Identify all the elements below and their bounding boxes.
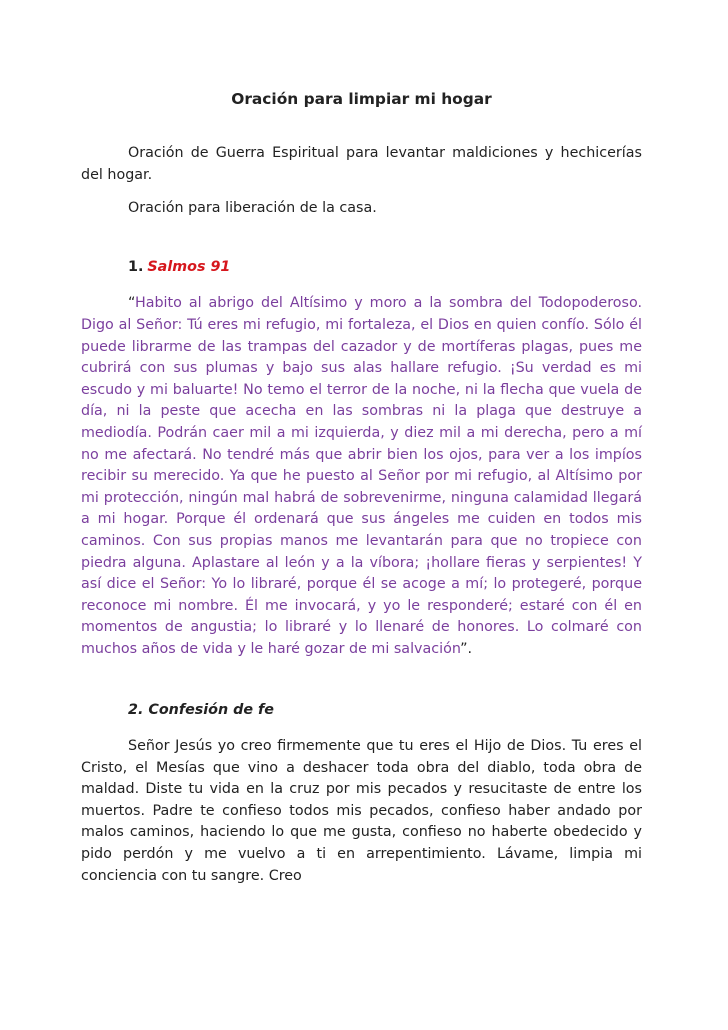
intro-paragraph: Oración de Guerra Espiritual para levantar maldiciones y hechicerías del hogar. [81,145,642,183]
psalm-close-quote: ”. [460,640,473,657]
section-2-heading: 2. Confesión de fe [128,702,274,719]
psalm-paragraph [81,293,642,660]
section-1-heading [81,257,642,279]
psalm-open-quote: “ [128,295,135,312]
intro-subtitle: Oración para liberación de la casa. [128,200,377,217]
section-1-reference: Salmos 91 [147,258,231,275]
document-title: Oración para limpiar mi hogar [231,90,492,108]
document-page [0,88,728,1030]
confession-paragraph: Señor Jesús yo creo firmemente que tu eres el Hijo de Dios. Tu eres el Cristo, el Mesías que vino a deshacer toda obra del diablo, toda obra de maldad. Diste tu vida en la cruz por mis pecados y resucitaste de entre los muertos. Padre te confieso todos mis pecados, confieso haber andado por malos caminos, haciendo lo que me gusta, confieso no haberte obedecido y pido perdón y me vuelvo a ti en arrepentimiento. Lávame, limpia mi conciencia con tu sangre. Creo [81,738,642,884]
section-1-number: 1. [128,258,144,275]
psalm-text: Habito al abrigo del Altísimo y moro a la sombra del Todopoderoso. Digo al Señor: Tú eres mi refugio, mi fortaleza, el Dios en quien confío. Sólo él puede librarme de las trampas del cazador y de mortíferas plagas, pues me cubrirá con sus plumas y bajo sus alas hallare refugio. ¡Su verdad es mi escudo y mi baluarte! No temo el terror de la noche, ni la flecha que vuela de día, ni la peste que acecha en las sombras ni la plaga que destruye a mediodía. Podrán caer mil a mi izquierda, y diez mil a mi derecha, pero a mí no me afectará. No tendré más que abrir bien los ojos, para ver a los impíos recibir su merecido. Ya que he puesto al Señor por mi refugio, al Altísimo por mi protección, ningún mal habrá de sobrevenirme, ninguna calamidad llegará a mi hogar. Porque él ordenará que sus ángeles me cuiden en todos mis caminos. Con sus propias manos me levantarán para que no tropiece con piedra alguna. Aplastare al león y a la víbora; ¡hollare fieras y serpientes! Y así dice el Señor: Yo lo libraré, porque él se acoge a mí; lo protegeré, porque reconoce mi nombre. Él me invocará, y yo le responderé; estaré con él en momentos de angustia; lo libraré y lo llenaré de honores. Lo colmaré con muchos años de vida y le haré gozar de mi salvación [81,295,642,657]
